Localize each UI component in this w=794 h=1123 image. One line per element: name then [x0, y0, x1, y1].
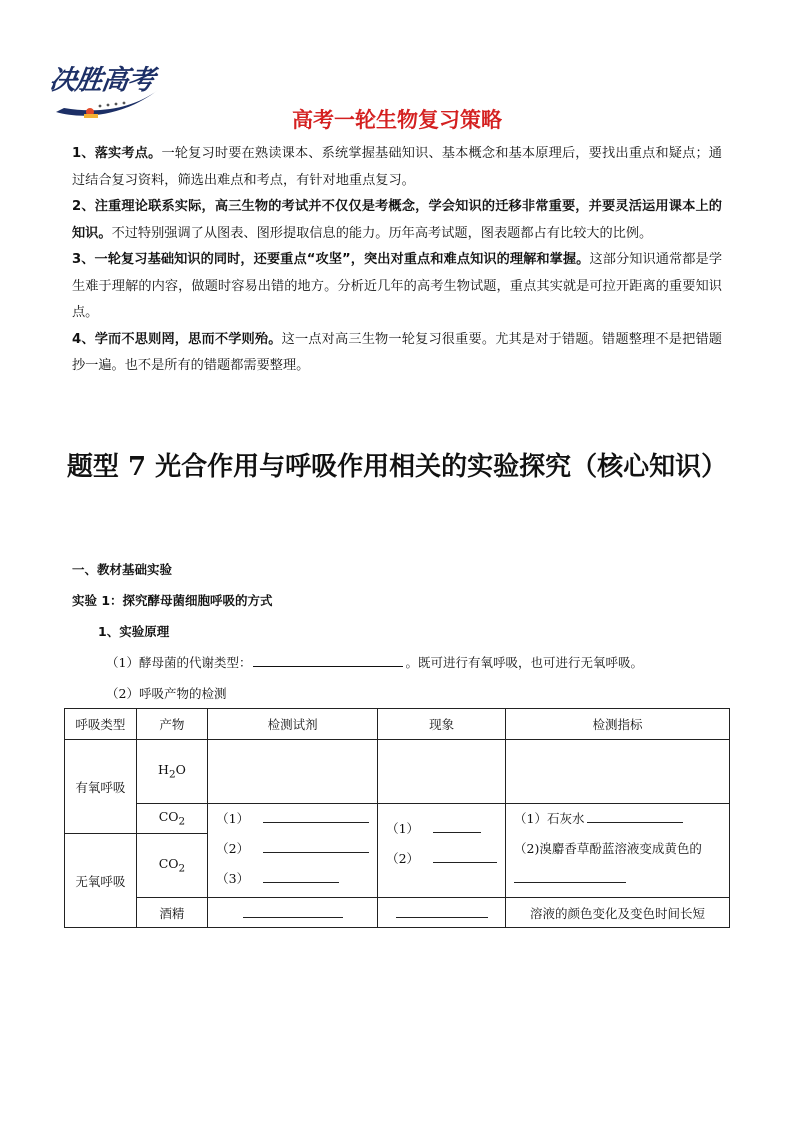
table-row: [65, 804, 730, 834]
co-text: CO: [158, 809, 179, 825]
reagent-alcohol-cell: [208, 898, 378, 928]
header-product: 产物: [136, 709, 207, 740]
item-number: （2）: [386, 851, 420, 866]
indicator-empty-cell[interactable]: [506, 740, 730, 804]
answer-blank[interactable]: [514, 869, 626, 883]
question-1-suffix: 。既可进行有氧呼吸，也可进行无氧呼吸。: [405, 655, 643, 670]
table-row: [65, 740, 730, 804]
question-2: （2）呼吸产物的检测: [106, 686, 227, 701]
answer-blank[interactable]: [396, 904, 488, 918]
answer-blank[interactable]: [433, 819, 481, 833]
header-phenomenon: 现象: [378, 709, 506, 740]
item-number: （3）: [216, 871, 250, 886]
answer-blank[interactable]: [253, 654, 403, 667]
strategy-item: [72, 141, 722, 194]
product-alcohol: 酒精: [136, 898, 207, 928]
strategy-lead: 3、一轮复习基础知识的同时，还要重点“攻坚”，突出对重点和难点知识的理解和掌握。: [72, 252, 590, 267]
product-co2: [136, 834, 207, 898]
indicator-cell: [506, 804, 730, 898]
header-type: 呼吸类型: [65, 709, 137, 740]
co-text: CO: [158, 856, 179, 872]
btb-text: （2)溴麝香草酚蓝溶液变成黄色的: [514, 841, 702, 856]
type-aerobic: 有氧呼吸: [65, 740, 137, 834]
phenomenon-cell: [378, 804, 506, 898]
experiment-heading: 实验 1：探究酵母菌细胞呼吸的方式: [72, 593, 273, 608]
detection-table: [64, 708, 730, 928]
phenomenon-alcohol-cell: [378, 898, 506, 928]
type-anaerobic: 无氧呼吸: [65, 834, 137, 928]
product-co2: [136, 804, 207, 834]
h-text: H: [158, 762, 169, 778]
page-title: 高考一轮生物复习策略: [292, 108, 502, 132]
table-header-row: [65, 709, 730, 740]
answer-blank[interactable]: [263, 809, 369, 823]
section-heading: 题型 7 光合作用与呼吸作用相关的实验探究（核心知识）: [66, 452, 728, 482]
answer-blank[interactable]: [433, 849, 497, 863]
item-number: （1）: [216, 811, 250, 826]
answer-blank[interactable]: [263, 839, 369, 853]
item-number: （1）: [386, 821, 420, 836]
strategy-lead: 2、注重理论联系实际，高三生物的考试并不仅仅是考概念，学会知识的迁移非常重要，并要灵活运用课本上的知识。: [72, 199, 722, 241]
strategy-lead: 1、落实考点。: [72, 146, 162, 161]
o-text: O: [175, 762, 186, 778]
table-row: [65, 898, 730, 928]
subscript: 2: [168, 768, 176, 781]
strategy-text: 这部分知识通常都是学生难于理解的内容，做题时容易出错的地方。分析近几年的高考生物试题，重点其实就是可拉开距离的重要知识点。: [72, 252, 723, 320]
question-1-prefix: （1）酵母菌的代谢类型：: [106, 655, 252, 670]
strategy-item: [72, 327, 722, 380]
strategy-text: 这一点对高三生物一轮复习很重要。尤其是对于错题。错题整理不是把错题抄一遍。也不是所有的错题都需要整理。: [72, 331, 722, 373]
principle-heading: 1、实验原理: [98, 624, 170, 639]
logo-text: 决胜高考: [47, 65, 156, 96]
phenomenon-empty-cell[interactable]: [378, 740, 506, 804]
subscript: 2: [178, 815, 186, 828]
part-heading: 一、教材基础实验: [72, 562, 173, 577]
item-number: （2）: [216, 841, 250, 856]
question-1: [106, 653, 643, 671]
strategy-item: [72, 247, 722, 327]
strategy-text: 一轮复习时要在熟读课本、系统掌握基础知识、基本概念和基本原理后，要找出重点和疑点；通过结合复习资料，筛选出难点和考点，有针对地重点复习。: [72, 146, 722, 188]
header-reagent: 检测试剂: [208, 709, 378, 740]
strategy-text: 不过特别强调了从图表、图形提取信息的能力。历年高考试题，图表题都占有比较大的比例。: [111, 225, 653, 241]
product-water: [136, 740, 207, 804]
answer-blank[interactable]: [263, 869, 339, 883]
answer-blank[interactable]: [243, 904, 343, 918]
strategy-lead: 4、学而不思则罔，思而不学则殆。: [72, 331, 282, 347]
subscript: 2: [178, 862, 186, 875]
reagent-empty-cell[interactable]: [208, 740, 378, 804]
strategy-item: [72, 194, 722, 247]
strategy-list: [72, 141, 722, 380]
indicator-alcohol: 溶液的颜色变化及变色时间长短: [506, 898, 730, 928]
lime-water-text: （1）石灰水: [514, 811, 585, 826]
answer-blank[interactable]: [587, 809, 683, 823]
header-indicator: 检测指标: [506, 709, 730, 740]
reagent-cell: [208, 804, 378, 898]
